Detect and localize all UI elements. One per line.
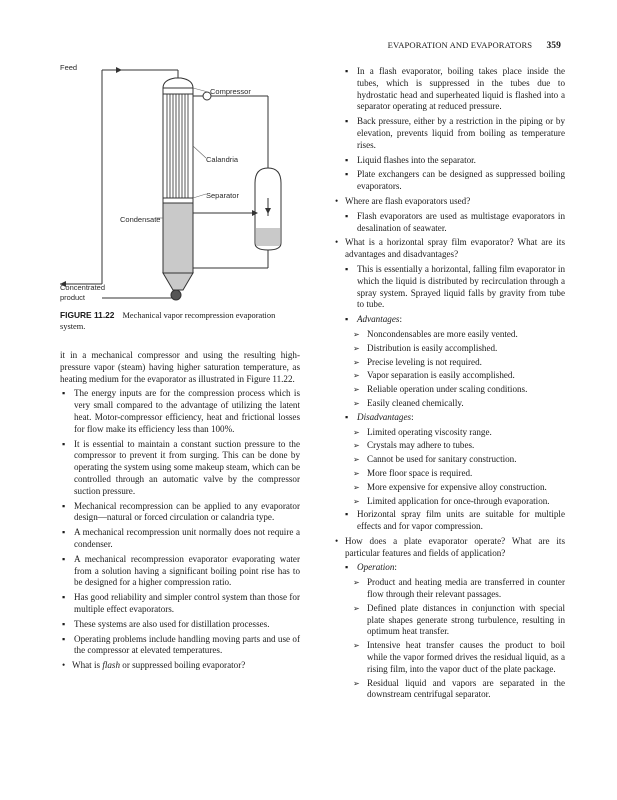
operation-item: ➢ Defined plate distances in conjunction with special plate shapes generate strong turbulence, resulting in optimum heat transfer. bbox=[353, 603, 565, 638]
caption-text: Mechanical vapor recompression evaporation system. bbox=[60, 311, 276, 331]
question-used: • Where are flash evaporators used? bbox=[333, 196, 565, 208]
column-head bbox=[163, 78, 193, 88]
disadvantage-item: ➢ Crystals may adhere to tubes. bbox=[353, 440, 565, 452]
list-item: ▪ Mechanical recompression can be applied to any evaporator design—natural or forced circulation or calandria type. bbox=[60, 501, 300, 525]
figure-mvr-diagram bbox=[60, 58, 320, 308]
question-horizontal: • What is a horizontal spray film evaporator? What are its advantages and disadvantages? bbox=[333, 237, 565, 261]
figure-caption bbox=[60, 310, 300, 332]
calandria-shell bbox=[163, 88, 193, 203]
left-column bbox=[60, 350, 300, 675]
mvr-diagram-svg bbox=[60, 58, 320, 308]
disadvantages-heading: ▪ Disadvantages: bbox=[343, 412, 565, 424]
label-compressor: Compressor bbox=[210, 87, 251, 96]
list-item: ▪ Horizontal spray film units are suitable for multiple effects and for vapor compression. bbox=[343, 509, 565, 533]
pump-icon bbox=[171, 290, 181, 300]
list-item: ▪ It is essential to maintain a constant suction pressure to the compressor to prevent it from surging. This can be done by operating the system using some makeup steam, which can be controlled through an automatic valve by the compressor suction pressure. bbox=[60, 439, 300, 498]
question-plate: • How does a plate evaporator operate? What are its particular features and fields of application? bbox=[333, 536, 565, 560]
label-feed: Feed bbox=[60, 63, 78, 72]
feed-arrow-icon bbox=[116, 67, 122, 73]
lower-liquid-chamber bbox=[163, 203, 193, 273]
advantages-heading: ▪ Advantages: bbox=[343, 314, 565, 326]
disadvantage-item: ➢ More expensive for expensive alloy construction. bbox=[353, 482, 565, 494]
list-item: ▪ This is essentially a horizontal, falling film evaporator in which the liquid is distributed by recirculation through a spray system. Sprayed liquid falls by gravity from tube to tube. bbox=[343, 264, 565, 311]
list-item: ▪ Has good reliability and simpler control system than those for multiple effect evaporators. bbox=[60, 592, 300, 616]
question-flash: • What is flash or suppressed boiling evaporator? bbox=[60, 660, 300, 672]
list-item: ▪ In a flash evaporator, boiling takes place inside the tubes, which is suppressed in the tubes due to hydrostatic head and superheated liquid is flashed into a separator operating at reduced pressure. bbox=[343, 66, 565, 113]
disadvantage-item: ➢ Limited application for once-through evaporation. bbox=[353, 496, 565, 508]
label-concentrated: Concentrated bbox=[60, 283, 106, 292]
operation-item: ➢ Product and heating media are transferred in counter flow through their relevant passages. bbox=[353, 577, 565, 601]
list-item: ▪ Back pressure, either by a restriction in the piping or by elevation, prevents liquid from boiling as temperature rises. bbox=[343, 116, 565, 151]
label-separator: Separator bbox=[206, 191, 239, 200]
advantage-item: ➢ Reliable operation under scaling conditions. bbox=[353, 384, 565, 396]
advantage-item: ➢ Easily cleaned chemically. bbox=[353, 398, 565, 410]
operation-item: ➢ Residual liquid and vapors are separated in the downstream centrifugal separator. bbox=[353, 678, 565, 702]
list-item: ▪ These systems are also used for distillation processes. bbox=[60, 619, 300, 631]
list-item: ▪ Operating problems include handling moving parts and use of the compressor at elevated temperatures. bbox=[60, 634, 300, 658]
advantage-item: ➢ Distribution is easily accomplished. bbox=[353, 343, 565, 355]
label-condensate: Condensate bbox=[120, 215, 161, 224]
paragraph: it in a mechanical compressor and using the resulting high-pressure vapor (steam) having higher saturation temperature, as heating medium for the evaporator as illustrated in Figure 11.22. bbox=[60, 350, 300, 384]
disadvantage-item: ➢ More floor space is required. bbox=[353, 468, 565, 480]
label-product: product bbox=[60, 293, 86, 302]
list-item: ▪ Flash evaporators are used as multistage evaporators in desalination of seawater. bbox=[343, 211, 565, 235]
disadvantage-item: ➢ Cannot be used for sanitary construction. bbox=[353, 454, 565, 466]
right-column bbox=[333, 66, 565, 703]
list-item: ▪ A mechanical recompression unit normally does not require a condenser. bbox=[60, 527, 300, 551]
disadvantage-item: ➢ Limited operating viscosity range. bbox=[353, 427, 565, 439]
running-header bbox=[388, 40, 561, 51]
advantage-item: ➢ Noncondensables are more easily vented. bbox=[353, 329, 565, 341]
advantage-item: ➢ Vapor separation is easily accomplished. bbox=[353, 370, 565, 382]
separator-liquid bbox=[256, 228, 280, 246]
list-item: ▪ A mechanical recompression evaporator evaporating water from a solution having a significant boiling point rise has to be designed for a higher compression ratio. bbox=[60, 554, 300, 589]
label-calandria: Calandria bbox=[206, 155, 239, 164]
column-cone bbox=[163, 273, 193, 290]
list-item: ▪ The energy inputs are for the compression process which is very small compared to the advantage of utilizing the latent heat. Motor-compressor efficiency, heat and frictional losses for flow make its efficiency less than 100%. bbox=[60, 388, 300, 435]
operation-item: ➢ Intensive heat transfer causes the product to boil while the vapor formed drives the residual liquid, as a rising film, into the vapor duct of the plate package. bbox=[353, 640, 565, 675]
page-number: 359 bbox=[546, 41, 561, 51]
operation-heading: ▪ Operation: bbox=[343, 562, 565, 574]
list-item: ▪ Plate exchangers can be designed as suppressed boiling evaporators. bbox=[343, 169, 565, 193]
caption-label: FIGURE 11.22 bbox=[60, 310, 115, 320]
advantage-item: ➢ Precise leveling is not required. bbox=[353, 357, 565, 369]
list-item: ▪ Liquid flashes into the separator. bbox=[343, 155, 565, 167]
running-title: EVAPORATION AND EVAPORATORS bbox=[387, 40, 533, 50]
